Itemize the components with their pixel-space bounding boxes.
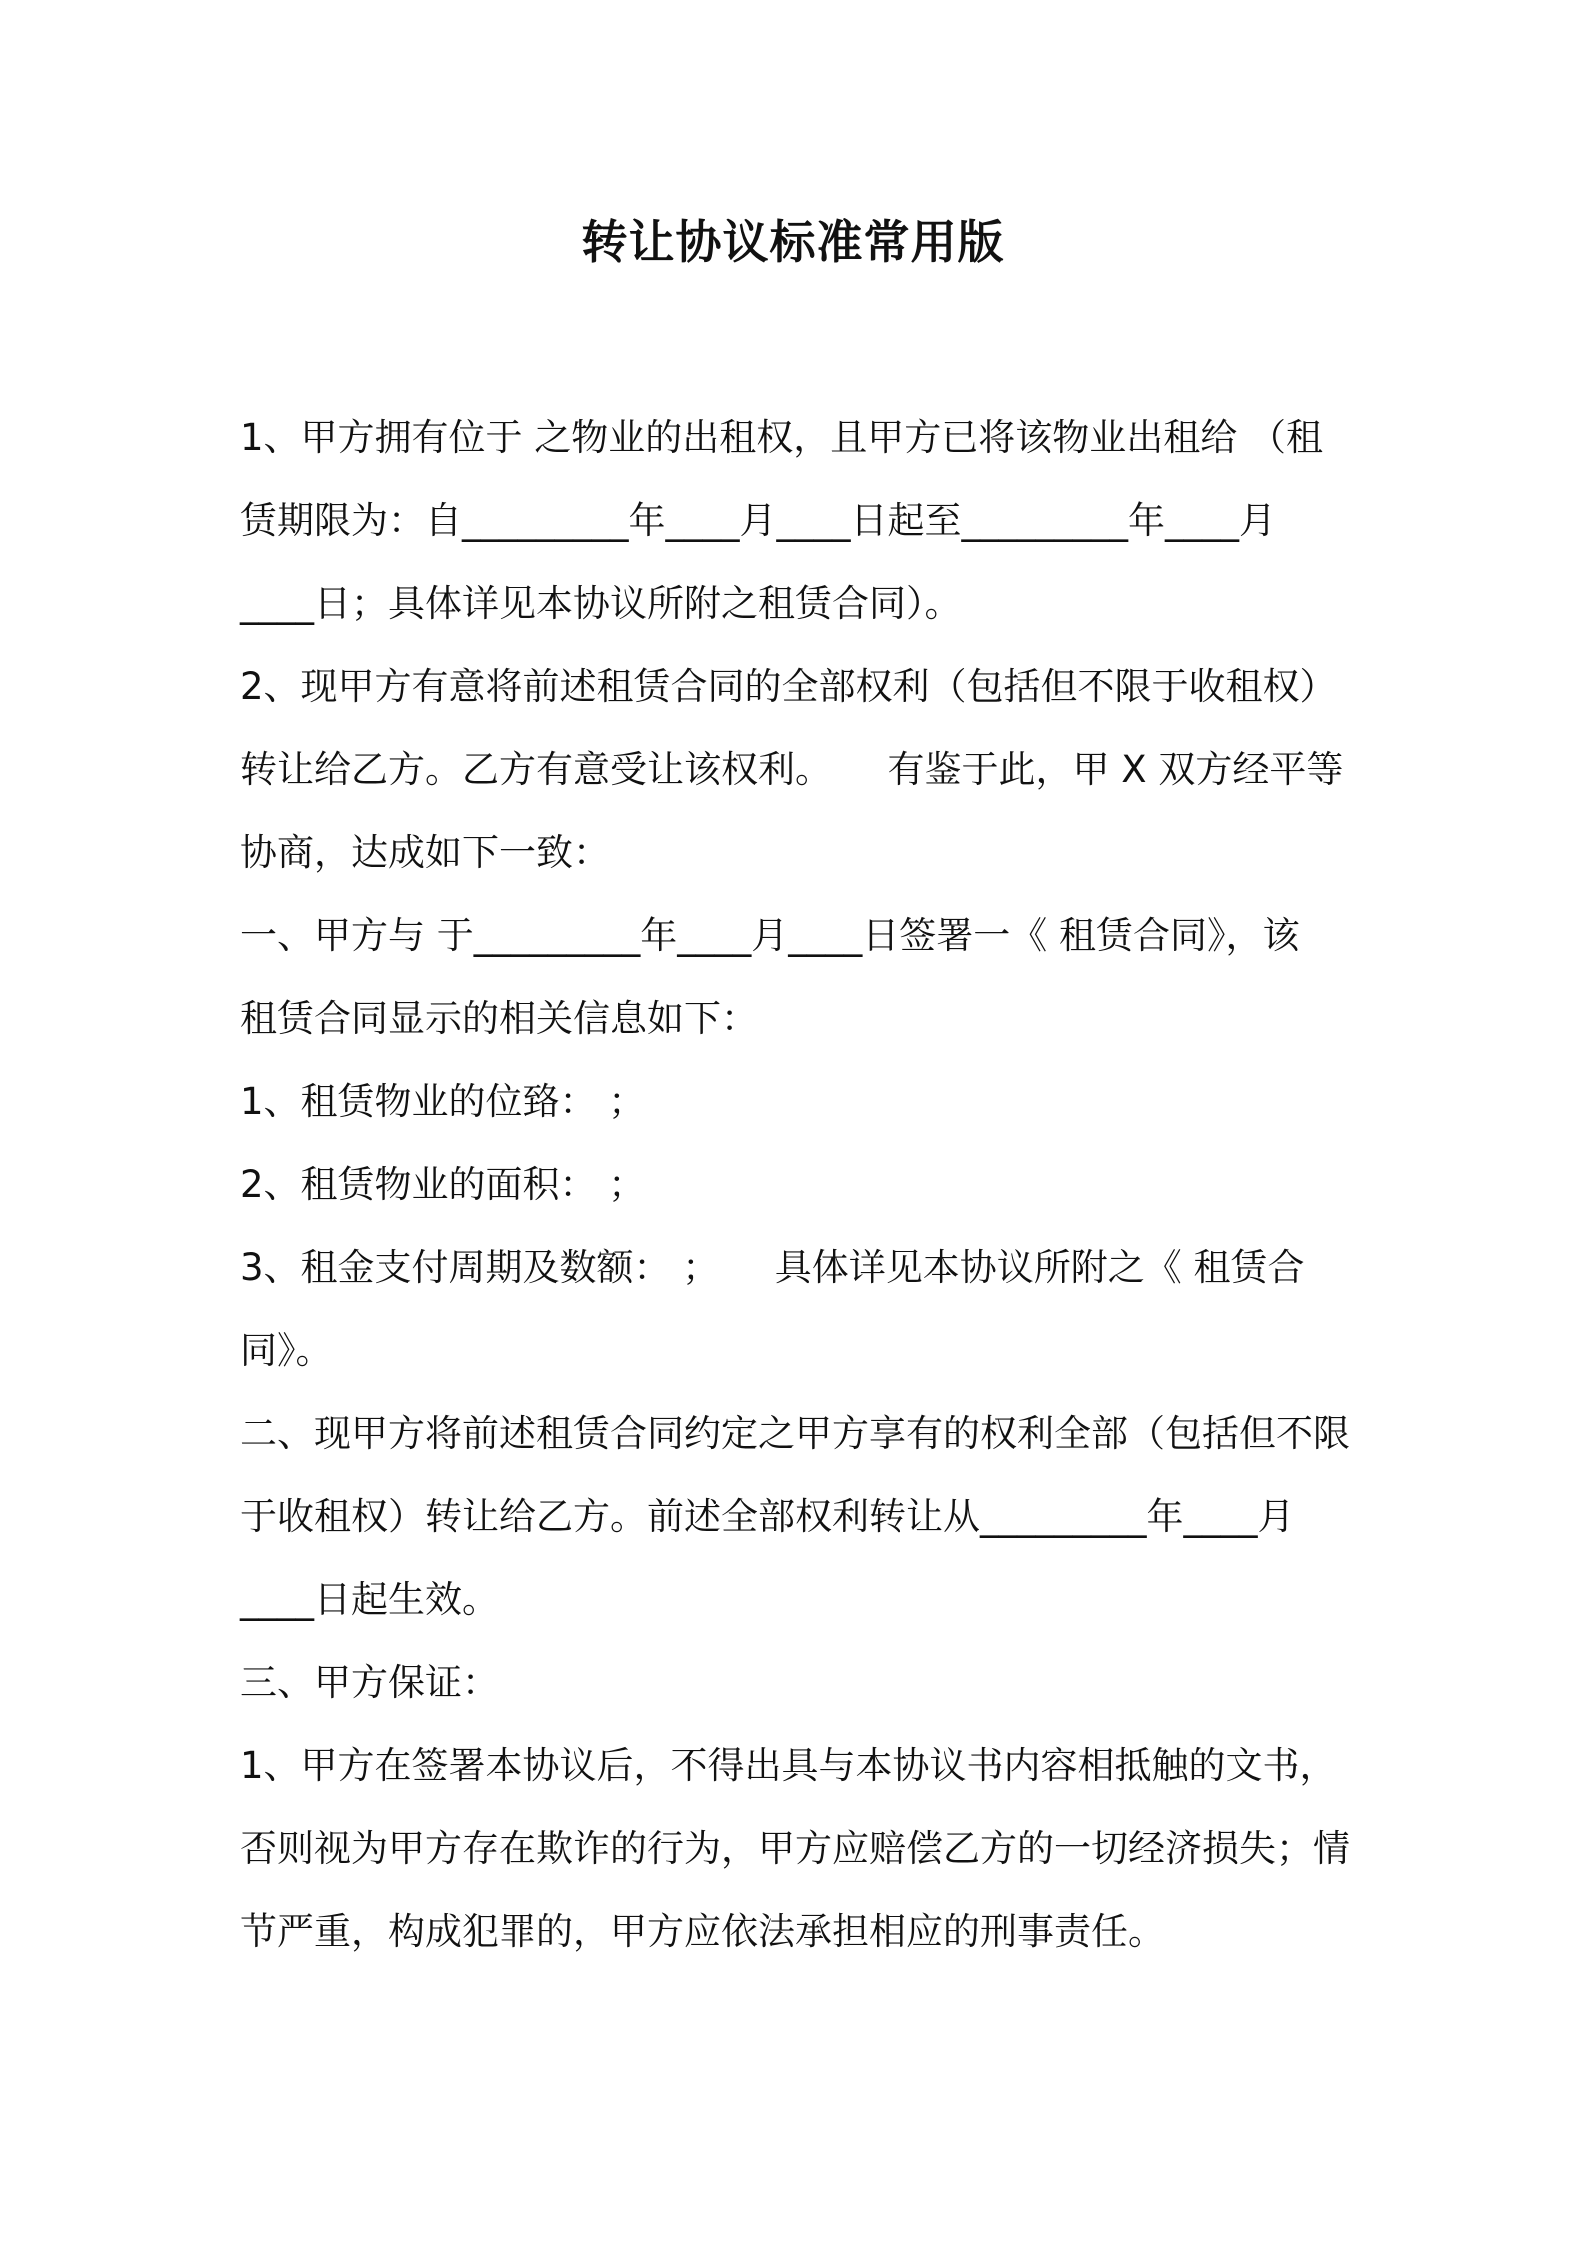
paragraph-line: 1、租赁物业的位臵： ； [240,1080,646,1123]
paragraph-line: 1、甲方在签署本协议后，不得出具与本协议书内容相抵触的文书， [240,1744,1337,1787]
paragraph-line: 二、现甲方将前述租赁合同约定之甲方享有的权利全部（包括但不限 [240,1412,1350,1455]
paragraph-line: 赁期限为：自_________年____月____日起至_________年____月 [240,499,1276,542]
paragraph-line: 否则视为甲方存在欺诈的行为，甲方应赔偿乙方的一切经济损失；情 [240,1827,1350,1870]
document-title: 转让协议标准常用版 [581,215,1005,269]
paragraph-line: 于收租权）转让给乙方。前述全部权利转让从_________年____月 [240,1495,1295,1538]
paragraph-line: 节严重，构成犯罪的，甲方应依法承担相应的刑事责任。 [240,1910,1165,1953]
paragraph-line: 一、甲方与 于_________年____月____日签署一《 租赁合同》，该 [240,914,1300,957]
paragraph-line: ____日；具体详见本协议所附之租赁合同）。 [240,582,962,625]
paragraph-line: ____日起生效。 [240,1578,499,1621]
paragraph-line: 租赁合同显示的相关信息如下： [240,997,758,1040]
paragraph-line: 3、租金支付周期及数额： ； 具体详见本协议所附之《 租赁合 [240,1246,1305,1289]
paragraph-line: 协商，达成如下一致： [240,831,610,874]
paragraph-line: 转让给乙方。乙方有意受让该权利。 有鉴于此，甲 X 双方经平等 [240,748,1344,791]
paragraph-line: 同》。 [240,1329,333,1372]
paragraph-line: 2、租赁物业的面积： ； [240,1163,646,1206]
paragraph-line: 2、现甲方有意将前述租赁合同的全部权利（包括但不限于收租权） [240,665,1337,708]
paragraph-line: 1、甲方拥有位于 之物业的出租权，且甲方已将该物业出租给 （租 [240,416,1324,459]
paragraph-line: 三、甲方保证： [240,1661,499,1704]
